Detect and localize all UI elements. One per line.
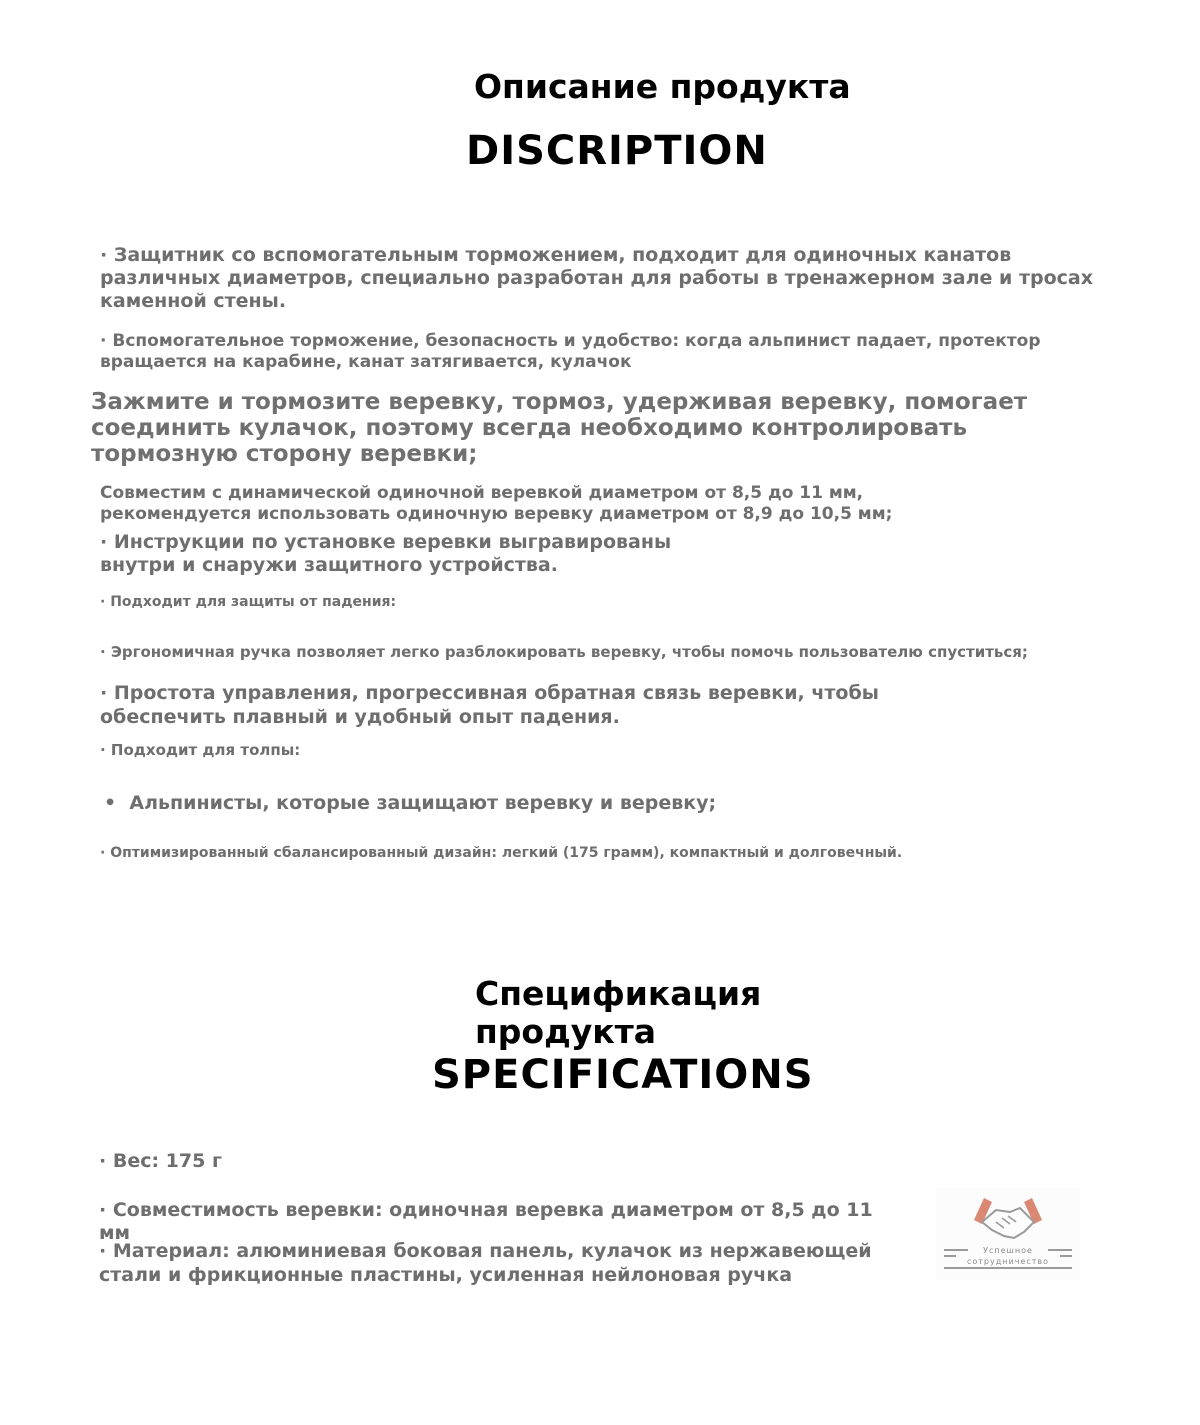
description-paragraph-9: · Подходит для толпы: [100,741,301,759]
description-paragraph-2: · Вспомогательное торможение, безопасность и удобство: когда альпинист падает, протектор вращается на карабине, канат затягивается, кулачок [100,331,1041,372]
cooperation-logo [936,1188,1080,1280]
description-paragraph-5: · Инструкции по установке веревки выгравированы внутри и снаружи защитного устройства. [100,531,672,576]
description-paragraph-8: · Простота управления, прогрессивная обратная связь веревки, чтобы обеспечить плавный и удобный опыт падения. [100,682,879,728]
description-title-en: DISCRIPTION [466,128,768,174]
description-paragraph-1: · Защитник со вспомогательным торможением, подходит для одиночных канатов различных диаметров, специально разработан для работы в тренажерном зале и тросах каменной стены. [100,244,1093,312]
handshake-icon [936,1188,1080,1280]
specifications-title-ru-line1: Спецификация [475,974,762,1013]
description-title-ru: Описание продукта [474,67,851,106]
description-paragraph-10: • Альпинисты, которые защищают веревку и веревку; [104,792,717,814]
spec-item-weight: · Вес: 175 г [99,1150,222,1172]
spec-item-compatibility: · Совместимость веревки: одиночная веревка диаметром от 8,5 до 11 мм [99,1199,873,1244]
description-paragraph-6: · Подходит для защиты от падения: [100,594,397,610]
description-paragraph-4: Совместим с динамической одиночной веревкой диаметром от 8,5 до 11 мм, рекомендуется использовать одиночную веревку диаметром от 8,9 до 10,5 мм; [100,483,893,524]
logo-caption-line1: Успешное [983,1246,1033,1255]
description-paragraph-3: Зажмите и тормозите веревку, тормоз, удерживая веревку, помогает соединить кулачок, поэтому всегда необходимо контролировать тормозную сторону веревки; [91,389,1028,467]
specifications-title-en: SPECIFICATIONS [432,1052,814,1098]
logo-caption-line2: сотрудничество [966,1257,1050,1266]
description-paragraph-11: · Оптимизированный сбалансированный дизайн: легкий (175 грамм), компактный и долговечный. [100,845,903,861]
spec-item-material: · Материал: алюминиевая боковая панель, кулачок из нержавеющей стали и фрикционные пластины, усиленная нейлоновая ручка [99,1240,872,1286]
description-paragraph-7: · Эргономичная ручка позволяет легко разблокировать веревку, чтобы помочь пользователю спуститься; [100,643,1028,661]
specifications-title-ru-line2: продукта [475,1012,657,1051]
